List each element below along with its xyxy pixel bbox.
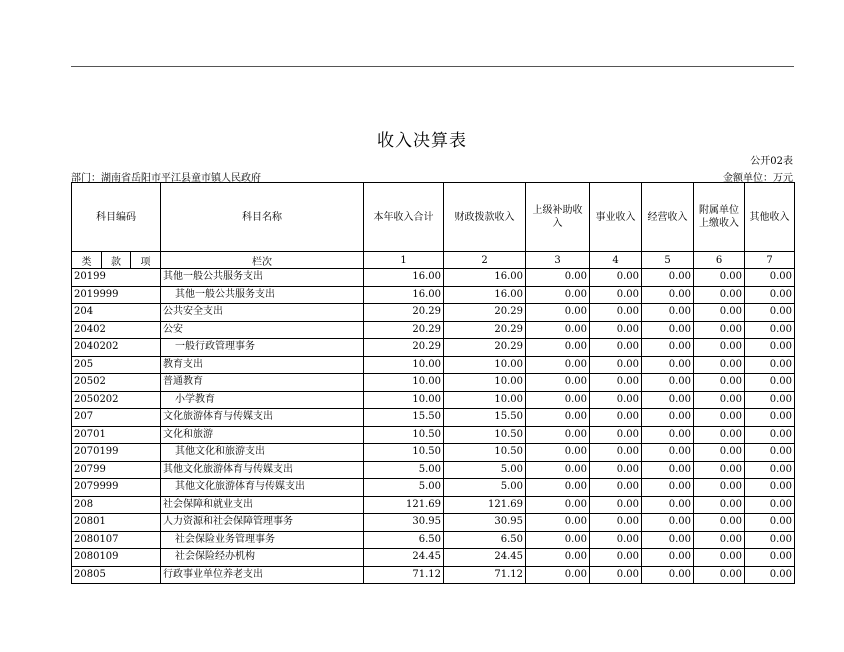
row-value-col-4: 0.00: [590, 426, 642, 444]
header-kuan: 款: [102, 252, 131, 269]
row-value-col-6: 0.00: [694, 549, 745, 567]
row-name: 公安: [161, 321, 364, 339]
row-code: 20199: [72, 269, 161, 287]
row-code: 20805: [72, 566, 161, 584]
table-row: [72, 269, 795, 287]
header-name: 科目名称: [161, 183, 364, 252]
row-value-col-3: 0.00: [526, 496, 590, 514]
row-value-col-4: 0.00: [590, 461, 642, 479]
row-value-col-3: 0.00: [526, 356, 590, 374]
row-value-col-5: 0.00: [642, 496, 694, 514]
row-code: 205: [72, 356, 161, 374]
row-value-col-6: 0.00: [694, 479, 745, 497]
row-value-col-1: 15.50: [364, 409, 444, 427]
row-name: 社会保险经办机构: [161, 549, 364, 567]
row-code: 2040202: [72, 339, 161, 357]
row-value-col-1: 16.00: [364, 269, 444, 287]
row-value-col-4: 0.00: [590, 304, 642, 322]
table-row: [72, 304, 795, 322]
page-title: 收入决算表: [377, 131, 467, 151]
row-value-col-1: 10.50: [364, 426, 444, 444]
row-value-col-5: 0.00: [642, 356, 694, 374]
header-row: [72, 183, 795, 252]
row-value-col-3: 0.00: [526, 514, 590, 532]
form-code: 公开02表: [750, 156, 793, 167]
col-index-3: 3: [526, 252, 590, 269]
col-index-5: 5: [642, 252, 694, 269]
row-value-col-5: 0.00: [642, 444, 694, 462]
row-value-col-5: 0.00: [642, 374, 694, 392]
table-row: [72, 321, 795, 339]
row-code: 20799: [72, 461, 161, 479]
row-value-col-3: 0.00: [526, 444, 590, 462]
row-value-col-1: 10.00: [364, 391, 444, 409]
row-value-col-2: 5.00: [444, 461, 526, 479]
row-name: 社会保险业务管理事务: [161, 531, 364, 549]
row-value-col-4: 0.00: [590, 286, 642, 304]
table-row: [72, 286, 795, 304]
row-value-col-6: 0.00: [694, 339, 745, 357]
row-code: 2079999: [72, 479, 161, 497]
row-value-col-4: 0.00: [590, 444, 642, 462]
row-value-col-5: 0.00: [642, 426, 694, 444]
row-value-col-7: 0.00: [745, 566, 795, 584]
row-value-col-2: 30.95: [444, 514, 526, 532]
row-value-col-1: 10.00: [364, 356, 444, 374]
row-value-col-7: 0.00: [745, 321, 795, 339]
row-name: 教育支出: [161, 356, 364, 374]
header-other: 其他收入: [745, 183, 795, 252]
row-value-col-5: 0.00: [642, 531, 694, 549]
row-name: 文化旅游体育与传媒支出: [161, 409, 364, 427]
row-code: 2070199: [72, 444, 161, 462]
row-value-col-3: 0.00: [526, 304, 590, 322]
table-row: [72, 479, 795, 497]
table-row: [72, 566, 795, 584]
row-value-col-4: 0.00: [590, 514, 642, 532]
row-value-col-6: 0.00: [694, 409, 745, 427]
row-value-col-1: 20.29: [364, 304, 444, 322]
col-index-7: 7: [745, 252, 795, 269]
row-name: 社会保障和就业支出: [161, 496, 364, 514]
row-value-col-5: 0.00: [642, 286, 694, 304]
row-value-col-6: 0.00: [694, 566, 745, 584]
row-name: 其他一般公共服务支出: [161, 286, 364, 304]
row-code: 204: [72, 304, 161, 322]
table-row: [72, 426, 795, 444]
row-value-col-2: 5.00: [444, 479, 526, 497]
row-value-col-1: 5.00: [364, 461, 444, 479]
row-value-col-1: 30.95: [364, 514, 444, 532]
row-value-col-3: 0.00: [526, 409, 590, 427]
row-value-col-4: 0.00: [590, 391, 642, 409]
row-value-col-5: 0.00: [642, 304, 694, 322]
row-value-col-3: 0.00: [526, 549, 590, 567]
row-value-col-2: 20.29: [444, 339, 526, 357]
row-value-col-6: 0.00: [694, 531, 745, 549]
row-value-col-4: 0.00: [590, 374, 642, 392]
row-code: 208: [72, 496, 161, 514]
row-value-col-2: 10.00: [444, 391, 526, 409]
header-code: 科目编码: [72, 183, 161, 252]
header-lei: 类: [72, 252, 102, 269]
row-code: 207: [72, 409, 161, 427]
row-value-col-2: 6.50: [444, 531, 526, 549]
row-value-col-7: 0.00: [745, 496, 795, 514]
table-row: [72, 409, 795, 427]
row-value-col-7: 0.00: [745, 304, 795, 322]
row-value-col-4: 0.00: [590, 496, 642, 514]
table-row: [72, 496, 795, 514]
row-value-col-7: 0.00: [745, 374, 795, 392]
row-value-col-3: 0.00: [526, 391, 590, 409]
row-value-col-7: 0.00: [745, 339, 795, 357]
table-row: [72, 461, 795, 479]
row-value-col-3: 0.00: [526, 479, 590, 497]
row-value-col-4: 0.00: [590, 356, 642, 374]
col-index-6: 6: [694, 252, 745, 269]
header-business: 事业收入: [590, 183, 642, 252]
row-value-col-4: 0.00: [590, 479, 642, 497]
row-code: 2019999: [72, 286, 161, 304]
row-value-col-2: 121.69: [444, 496, 526, 514]
row-value-col-7: 0.00: [745, 409, 795, 427]
row-code: 20402: [72, 321, 161, 339]
table-row: [72, 514, 795, 532]
row-value-col-6: 0.00: [694, 391, 745, 409]
row-value-col-4: 0.00: [590, 339, 642, 357]
row-value-col-4: 0.00: [590, 321, 642, 339]
row-value-col-2: 10.50: [444, 444, 526, 462]
header-lanci: 栏次: [161, 252, 364, 269]
unit-label: 金额单位：万元: [723, 173, 793, 184]
department-label: 部门：湖南省岳阳市平江县童市镇人民政府: [71, 173, 261, 184]
row-value-col-2: 16.00: [444, 286, 526, 304]
row-value-col-3: 0.00: [526, 286, 590, 304]
row-value-col-1: 6.50: [364, 531, 444, 549]
row-value-col-3: 0.00: [526, 566, 590, 584]
row-code: 20502: [72, 374, 161, 392]
row-value-col-2: 10.50: [444, 426, 526, 444]
row-value-col-3: 0.00: [526, 426, 590, 444]
row-value-col-3: 0.00: [526, 269, 590, 287]
row-value-col-7: 0.00: [745, 286, 795, 304]
row-name: 公共安全支出: [161, 304, 364, 322]
table-row: [72, 374, 795, 392]
row-value-col-7: 0.00: [745, 479, 795, 497]
row-name: 其他文化和旅游支出: [161, 444, 364, 462]
row-value-col-7: 0.00: [745, 461, 795, 479]
row-value-col-1: 5.00: [364, 479, 444, 497]
row-value-col-2: 16.00: [444, 269, 526, 287]
row-value-col-2: 10.00: [444, 356, 526, 374]
row-value-col-6: 0.00: [694, 426, 745, 444]
row-name: 人力资源和社会保障管理事务: [161, 514, 364, 532]
row-value-col-1: 20.29: [364, 339, 444, 357]
table-row: [72, 391, 795, 409]
row-code: 2050202: [72, 391, 161, 409]
row-code: 2080107: [72, 531, 161, 549]
row-value-col-7: 0.00: [745, 531, 795, 549]
row-value-col-5: 0.00: [642, 461, 694, 479]
row-value-col-1: 16.00: [364, 286, 444, 304]
row-value-col-2: 24.45: [444, 549, 526, 567]
row-value-col-6: 0.00: [694, 286, 745, 304]
row-value-col-6: 0.00: [694, 321, 745, 339]
row-code: 20801: [72, 514, 161, 532]
col-index-4: 4: [590, 252, 642, 269]
row-name: 行政事业单位养老支出: [161, 566, 364, 584]
row-value-col-2: 71.12: [444, 566, 526, 584]
row-value-col-5: 0.00: [642, 339, 694, 357]
row-name: 其他文化旅游体育与传媒支出: [161, 461, 364, 479]
row-value-col-2: 10.00: [444, 374, 526, 392]
row-name: 其他一般公共服务支出: [161, 269, 364, 287]
row-value-col-3: 0.00: [526, 461, 590, 479]
row-value-col-6: 0.00: [694, 374, 745, 392]
row-value-col-4: 0.00: [590, 549, 642, 567]
row-code: 2080109: [72, 549, 161, 567]
row-value-col-6: 0.00: [694, 461, 745, 479]
row-value-col-3: 0.00: [526, 339, 590, 357]
row-value-col-4: 0.00: [590, 531, 642, 549]
row-value-col-7: 0.00: [745, 269, 795, 287]
income-table: [71, 182, 795, 584]
row-value-col-7: 0.00: [745, 444, 795, 462]
header-xiang: 项: [131, 252, 161, 269]
row-value-col-3: 0.00: [526, 374, 590, 392]
row-value-col-4: 0.00: [590, 269, 642, 287]
row-name: 小学教育: [161, 391, 364, 409]
row-value-col-5: 0.00: [642, 321, 694, 339]
row-value-col-5: 0.00: [642, 514, 694, 532]
row-value-col-4: 0.00: [590, 566, 642, 584]
row-value-col-7: 0.00: [745, 356, 795, 374]
row-value-col-6: 0.00: [694, 444, 745, 462]
row-code: 20701: [72, 426, 161, 444]
row-name: 普通教育: [161, 374, 364, 392]
row-value-col-6: 0.00: [694, 514, 745, 532]
row-value-col-7: 0.00: [745, 514, 795, 532]
row-value-col-5: 0.00: [642, 479, 694, 497]
top-rule: [71, 66, 794, 67]
row-value-col-5: 0.00: [642, 566, 694, 584]
row-name: 一般行政管理事务: [161, 339, 364, 357]
table-row: [72, 531, 795, 549]
table-row: [72, 549, 795, 567]
row-value-col-1: 10.00: [364, 374, 444, 392]
row-value-col-1: 20.29: [364, 321, 444, 339]
row-value-col-1: 121.69: [364, 496, 444, 514]
row-value-col-2: 15.50: [444, 409, 526, 427]
row-value-col-2: 20.29: [444, 304, 526, 322]
row-value-col-6: 0.00: [694, 356, 745, 374]
header-total: 本年收入合计: [364, 183, 444, 252]
header-fiscal: 财政拨款收入: [444, 183, 526, 252]
row-value-col-2: 20.29: [444, 321, 526, 339]
row-value-col-6: 0.00: [694, 304, 745, 322]
table-row: [72, 339, 795, 357]
header-affiliated: 附属单位上缴收入: [694, 183, 745, 252]
row-value-col-5: 0.00: [642, 269, 694, 287]
row-value-col-4: 0.00: [590, 409, 642, 427]
row-value-col-1: 71.12: [364, 566, 444, 584]
row-value-col-6: 0.00: [694, 496, 745, 514]
row-value-col-3: 0.00: [526, 531, 590, 549]
row-value-col-7: 0.00: [745, 549, 795, 567]
row-value-col-1: 10.50: [364, 444, 444, 462]
header-subsidy: 上级补助收入: [526, 183, 590, 252]
col-index-2: 2: [444, 252, 526, 269]
row-value-col-3: 0.00: [526, 321, 590, 339]
col-index-1: 1: [364, 252, 444, 269]
table-row: [72, 444, 795, 462]
table-body: [72, 269, 795, 584]
row-value-col-1: 24.45: [364, 549, 444, 567]
row-name: 其他文化旅游体育与传媒支出: [161, 479, 364, 497]
column-index-row: [72, 252, 795, 269]
row-value-col-5: 0.00: [642, 409, 694, 427]
row-value-col-5: 0.00: [642, 391, 694, 409]
row-value-col-5: 0.00: [642, 549, 694, 567]
row-value-col-7: 0.00: [745, 391, 795, 409]
row-value-col-6: 0.00: [694, 269, 745, 287]
header-operating: 经营收入: [642, 183, 694, 252]
row-value-col-7: 0.00: [745, 426, 795, 444]
row-name: 文化和旅游: [161, 426, 364, 444]
table-row: [72, 356, 795, 374]
